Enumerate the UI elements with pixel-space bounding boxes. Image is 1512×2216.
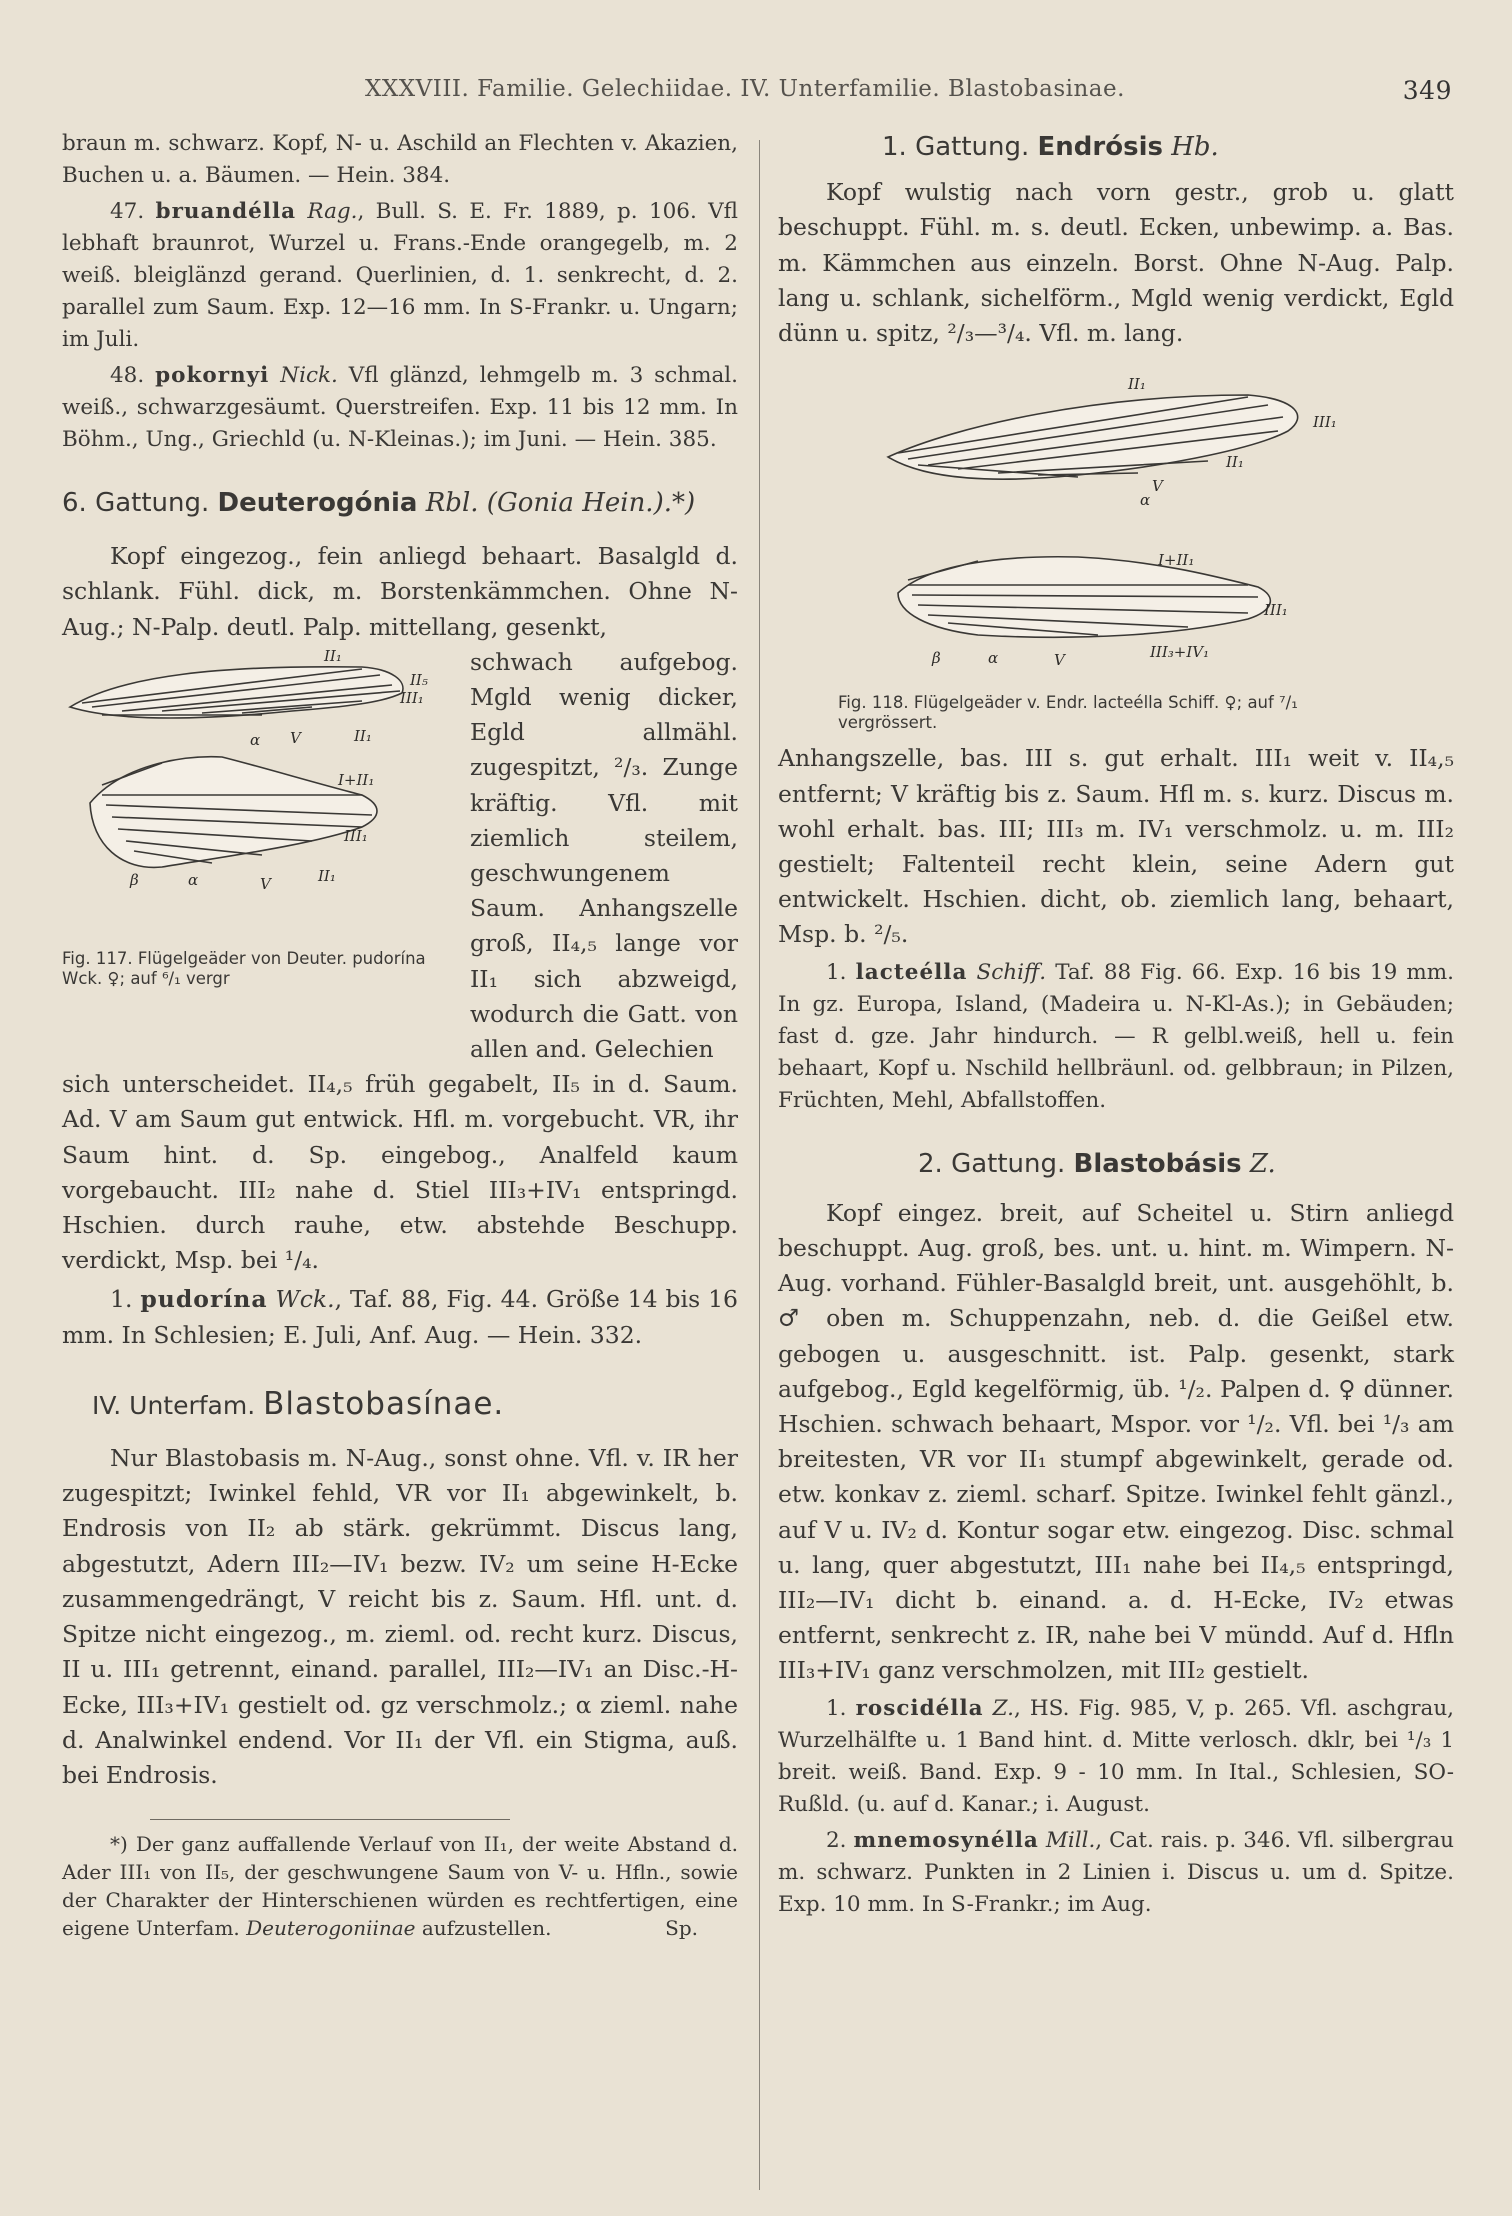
species-entry-lacteella: 1. lacteélla Schiff. Taf. 88 Fig. 66. Exp. 16 bis 19 mm. In gz. Europa, Island, (Madeira u. N-Kl-As.); in Gebäuden; fast d. gze. Jahr hindurch. — R gelbl.weiß, hell u. fein behaart, Kopf u. Nschild hellbräunl. od. gelbbraun; in Pilzen, Früchten, Mehl, Abfallstoffen. <box>778 959 1454 1113</box>
page-number: 349 <box>1402 76 1452 105</box>
vein-label: II₁ <box>1226 453 1244 472</box>
species-entry-mnemosynella: 2. mnemosynélla Mill., Cat. rais. p. 346. Vfl. silbergrau m. schwarz. Punkten in 2 Linien i. Discus u. um d. Spitze. Exp. 10 mm. In S-Frankr.; im Aug. <box>778 1827 1454 1917</box>
right-column <box>778 128 1454 1921</box>
vein-label: α <box>188 870 199 889</box>
vein-label: I+II₁ <box>338 770 375 789</box>
vein-label: III₁ <box>1313 413 1337 432</box>
species-author: Nick. <box>280 363 338 388</box>
species-author: Mill. <box>1045 1827 1096 1853</box>
vein-label: I+II₁ <box>1158 551 1195 570</box>
footnote-signature: Sp. <box>665 1916 698 1941</box>
running-head <box>60 72 1452 112</box>
running-head-title: XXXVIII. Familie. Gelechiidae. IV. Unterfamilie. Blastobasinae. <box>365 76 1125 102</box>
species-entry-roscidella: 1. roscidélla Z., HS. Fig. 985, V, p. 265. Vfl. aschgrau, Wurzelhälfte u. 1 Band hint. d. Mitte verlosch. dklr, bei ¹/₃ 1 breit. weiß. Band. Exp. 9 - 10 mm. In Ital., Schlesien, SO-Rußld. (u. auf d. Kanar.; i. August. <box>778 1695 1454 1817</box>
left-column <box>62 128 738 1942</box>
species-author: Schiff. <box>976 959 1047 985</box>
figure-118 <box>778 365 1454 733</box>
footnote-rule <box>150 1819 510 1820</box>
column-divider <box>759 140 760 2190</box>
vein-label: V <box>260 874 271 893</box>
vein-label: II₅ <box>410 670 428 689</box>
vein-label: II₁ <box>324 646 342 665</box>
species-name: bruandélla <box>155 199 297 224</box>
species-entry-pudorina: 1. pudorína Wck., Taf. 88, Fig. 44. Größe 14 bis 16 mm. In Schlesien; E. Juli, Anf. Aug. — Hein. 332. <box>62 1285 738 1349</box>
vein-label: α <box>1140 491 1151 510</box>
wing-venation-diagram <box>62 645 454 955</box>
vein-label: β <box>932 649 941 668</box>
vein-label: β <box>130 870 139 889</box>
genus-description: Kopf eingezog., fein anliegd behaart. Basalgld d. schlank. Fühl. dick, m. Borstenkämmchen. Ohne N-Aug.; N-Palp. deutl. Palp. mittellang, gesenkt, <box>62 542 738 641</box>
vein-label: II₁ <box>1128 375 1146 394</box>
figure-caption: Fig. 118. Flügelgeäder v. Endr. lacteélla Schiff. ♀; auf ⁷/₁ vergrössert. <box>838 693 1298 733</box>
vein-label: III₁ <box>344 826 368 845</box>
paragraph-continuation: braun m. schwarz. Kopf, N- u. Aschild an Flechten v. Akazien, Buchen u. a. Bäumen. — Hein. 384. <box>62 131 738 188</box>
vein-label: II₁ <box>318 866 336 885</box>
footnote: *) Der ganz auffallende Verlauf von II₁, der weite Abstand d. Ader III₁ von II₅, der geschwungene Saum von V- u. Hfln., sowie der Charakter der Hinterschienen würden es rechtfertigen, eine eigene Unterfam. Deuterogoniinae aufzustellen. Sp. <box>62 1832 738 1941</box>
vein-label: II₁ <box>354 726 372 745</box>
species-entry-48: 48. pokornyi Nick. Vfl glänzd, lehmgelb m. 3 schmal. weiß., schwarzgesäumt. Querstreifen. Exp. 11 bis 12 mm. In Böhm., Ung., Griechld (u. N-Kleinas.); im Juni. — Hein. 385. <box>62 363 738 452</box>
species-author: Z. <box>992 1695 1015 1721</box>
subfamily-description: Nur Blastobasis m. N-Aug., sonst ohne. Vfl. v. IR her zugespitzt; Iwinkel fehld, VR vor II₁ abgewinkelt, b. Endrosis von II₂ ab stärk. gekrümmt. Discus lang, abgestutzt, Adern III₂—IV₁ bezw. IV₂ um seine H-Ecke zusammengedrängt, V reicht bis z. Saum. Hfl. unt. d. Spitze nicht eingezog., m. zieml. od. recht kurz. Discus, II u. III₁ getrennt, einand. parallel, III₂—IV₁ an Disc.-H-Ecke, III₃+IV₁ gestielt od. gz verschmolz.; α zieml. nahe d. Analwinkel endend. Vor II₁ der Vfl. ein Stigma, auß. bei Endrosis. <box>62 1444 738 1789</box>
genus-description-cont: Anhangszelle, bas. III s. gut erhalt. III₁ weit v. II₄,₅ entfernt; V kräftig bis z. Saum. Hfl m. s. kurz. Discus m. wohl erhalt. bas. III; III₃ m. IV₁ verschmolz. u. m. III₂ gestielt; Faltenteil recht klein, seine Adern gut entwickelt. Hschien. dicht, ob. ziemlich lang, behaart, Msp. b. ²/₅. <box>778 744 1454 949</box>
species-entry-47: 47. bruandélla Rag., Bull. S. E. Fr. 1889, p. 106. Vfl lebhaft braunrot, Wurzel u. Frans.-Ende orangegelb, m. 2 weiß. bleiglänzd gerand. Querlinien, d. 1. senkrecht, d. 2. parallel zum Saum. Exp. 12—16 mm. In S-Frankr. u. Ungarn; im Juli. <box>62 199 738 352</box>
vein-label: α <box>250 730 261 749</box>
vein-label: III₃+IV₁ <box>1150 643 1210 662</box>
genus-description-side: schwach aufgebog. Mgld wenig dicker, Egld allmähl. zugespitzt, ²/₃. Zunge kräftig. Vfl. mit ziemlich steilem, geschwungenem Saum. Anhangszelle groß, II₄,₅ lange vor II₁ sich abzweigd, wodurch die Gatt. von allen and. Gelechien <box>470 647 738 1064</box>
vein-label: III₁ <box>400 688 424 707</box>
vein-label: III₁ <box>1264 601 1288 620</box>
figure-117 <box>62 645 454 989</box>
vein-label: V <box>1054 651 1065 670</box>
species-author: Rag. <box>307 199 358 224</box>
species-name: pokornyi <box>155 363 270 388</box>
genus-description: Kopf wulstig nach vorn gestr., grob u. glatt beschuppt. Fühl. m. s. deutl. Ecken, unbewimp. a. Bas. m. Kämmchen aus einzeln. Borst. Ohne N-Aug. Palp. lang u. schlank, sichelförm., Mgld wenig verdickt, Egld dünn u. spitz, ²/₃—³/₄. Vfl. m. lang. <box>778 178 1454 348</box>
vein-label: V <box>1152 477 1163 496</box>
genus-description-cont: sich unterscheidet. II₄,₅ früh gegabelt, II₅ in d. Saum. Ad. V am Saum gut entwick. Hfl. m. vorgebucht. VR, ihr Saum hint. d. Sp. eingebog., Analfeld kaum vorgebaucht. III₂ nahe d. Stiel III₃+IV₁ entspringd. Hschien. durch rauhe, etw. abstehde Beschupp. verdickt, Msp. bei ¹/₄. <box>62 1070 738 1275</box>
genus-heading-endrosis: 1. Gattung. Endrósis Hb. <box>882 132 1219 162</box>
species-name: lacteélla <box>855 959 968 985</box>
species-name: roscidélla <box>855 1695 984 1721</box>
genus-description: Kopf eingez. breit, auf Scheitel u. Stirn anliegd beschuppt. Aug. groß, bes. unt. u. hint. m. Wimpern. N-Aug. vorhand. Fühler-Basalgld breit, unt. ausgehöhlt, b. ♂ oben m. Schuppenzahn, neb. d. die Geißel etw. gebogen u. ausgeschnitt. ist. Palp. gesenkt, stark aufgebog., Egld kegelförmig, üb. ¹/₂. Palpen d. ♀ dünner. Hschien. schwach behaart, Mspor. vor ¹/₂. Vfl. bei ¹/₃ am breitesten, VR vor II₁ stumpf abgewinkelt, gerade od. etw. konkav z. zieml. scharf. Spitze. Iwinkel fehlt gänzl., auf V u. IV₂ d. Kontur sogar etw. eingezog. Disc. schmal u. lang, quer abgestutzt, III₁ nahe bei II₄,₅ entspringd, III₂—IV₁ dicht b. einand. a. d. H-Ecke, IV₂ etwas entfernt, senkrecht z. IR, nahe bei V mündd. Auf d. Hfln III₃+IV₁ ganz verschmolzen, mit III₂ gestielt. <box>778 1198 1454 1685</box>
genus-heading-blastobasis: 2. Gattung. Blastobásis Z. <box>918 1148 1276 1179</box>
subfamily-heading: IV. Unterfam. Blastobasínae. <box>92 1385 505 1422</box>
species-author: Wck. <box>275 1285 335 1314</box>
genus-heading-deuterogonia: 6. Gattung. Deuterogónia Rbl. (Gonia Hein.).*) <box>62 488 696 518</box>
species-name: pudorína <box>140 1285 268 1314</box>
species-name: mnemosynélla <box>853 1827 1039 1853</box>
vein-label: α <box>988 649 999 668</box>
figure-caption: Fig. 117. Flügelgeäder von Deuter. pudorína Wck. ♀; auf ⁶/₁ vergr <box>62 949 426 989</box>
wing-venation-diagram <box>778 365 1454 695</box>
vein-label: V <box>290 728 301 747</box>
